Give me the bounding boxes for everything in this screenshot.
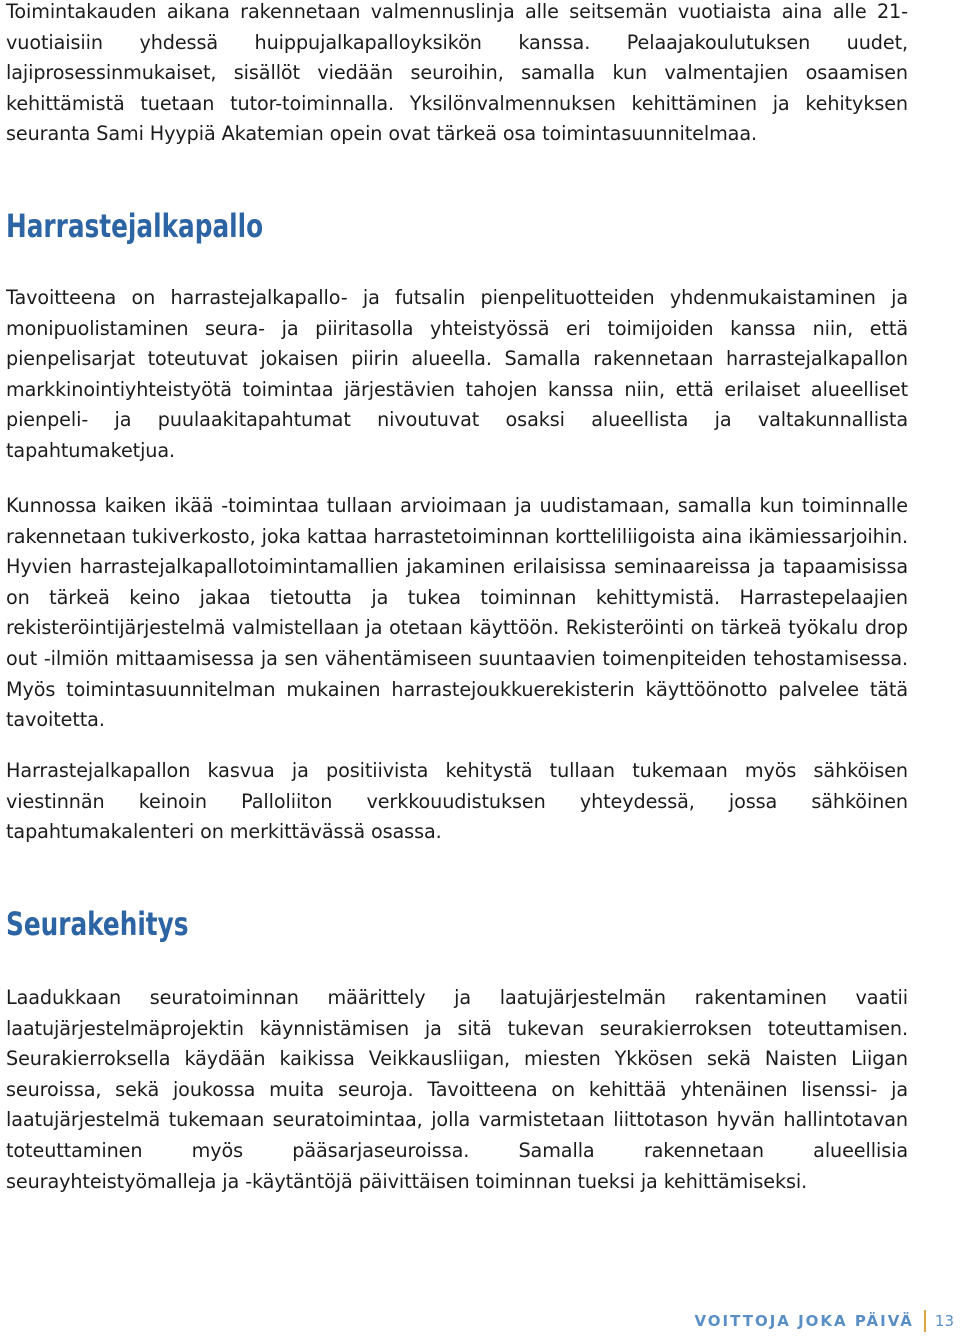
section1-paragraph-2: Kunnossa kaiken ikää -toimintaa tullaan arvioimaan ja uudistamaan, samalla kun toiminnalle rakennetaan tukiverkosto, joka kattaa harrastetoiminnan kortteliliigoista aina ikämiessarjoihin. Hyvien harrastejalkapallotoimintamallien jakaminen erilaisissa seminaareissa ja tapaamisissa on tärkeä keino jakaa tietoutta ja tukea toiminnan kehittymistä. Harrastepelaajien rekisteröintijärjestelmä valmistellaan ja otetaan käyttöön. Rekisteröinti on tärkeä työkalu drop out -ilmiön mittaamisessa ja sen vähentämiseen suuntaavien toimenpiteiden tehostamisessa. Myös toimintasuunnitelman mukainen harrastejoukkuerekisterin käyttöönotto palvelee tätä tavoitetta. — [6, 494, 908, 732]
footer-title: VOITTOJA JOKA PÄIVÄ — [694, 1312, 914, 1330]
page-footer — [660, 1303, 960, 1339]
section-heading-seurakehitys: Seurakehitys — [6, 905, 189, 943]
section1-paragraph-3: Harrastejalkapallon kasvua ja positiivista kehitystä tullaan tukemaan myös sähköisen viestinnän keinoin Palloliiton verkkouudistuksen yhteydessä, jossa sähköinen tapahtumakalenteri on merkittävässä osassa. — [6, 759, 908, 844]
footer-separator — [924, 1310, 926, 1332]
section1-paragraph-1: Tavoitteena on harrastejalkapallo- ja futsalin pienpelituotteiden yhdenmukaistaminen ja monipuolistaminen seura- ja piiritasolla yhteistyössä eri toimijoiden kanssa niin, että pienpelisarjat toteutuvat jokaisen piirin alueella. Samalla rakennetaan harrastejalkapallon markkinointiyhteistyötä toimintaa järjestävien tahojen kanssa niin, että erilaiset alueelliset pienpeli- ja puulaakitapahtumat nivoutuvat osaksi alueellista ja valtakunnallista tapahtumaketjua. — [6, 286, 908, 462]
intro-paragraph: Toimintakauden aikana rakennetaan valmennuslinja alle seitsemän vuotiaista aina alle 21-vuotiaisiin yhdessä huippujalkapalloyksikön kanssa. Pelaajakoulutuksen uudet, lajiprosessinmukaiset, sisällöt viedään seuroihin, samalla kun valmentajien osaamisen kehittämistä tuetaan tutor-toiminnalla. Yksilönvalmennuksen kehittäminen ja kehityksen seuranta Sami Hyypiä Akatemian opein ovat tärkeä osa toimintasuunnitelmaa. — [6, 0, 908, 146]
section-heading-harrastejalkapallo: Harrastejalkapallo — [6, 207, 264, 245]
section2-paragraph-1: Laadukkaan seuratoiminnan määrittely ja laatujärjestelmän rakentaminen vaatii laatujärjestelmäprojektin käynnistämisen ja sitä tukevan seurakierroksen toteuttamisen. Seurakierroksella käydään kaikissa Veikkausliigan, miesten Ykkösen sekä Naisten Liigan seuroissa, sekä joukossa muita seuroja. Tavoitteena on kehittää yhtenäinen lisenssi- ja laatujärjestelmä tukemaan seuratoimintaa, jolla varmistetaan liittotason hyvän hallintotavan toteuttaminen myös pääsarjaseuroissa. Samalla rakennetaan alueellisia seurayhteistyömalleja ja -käytäntöjä päivittäisen toiminnan tueksi ja kehittämiseksi. — [6, 986, 908, 1193]
page-number: 13 — [934, 1312, 954, 1330]
